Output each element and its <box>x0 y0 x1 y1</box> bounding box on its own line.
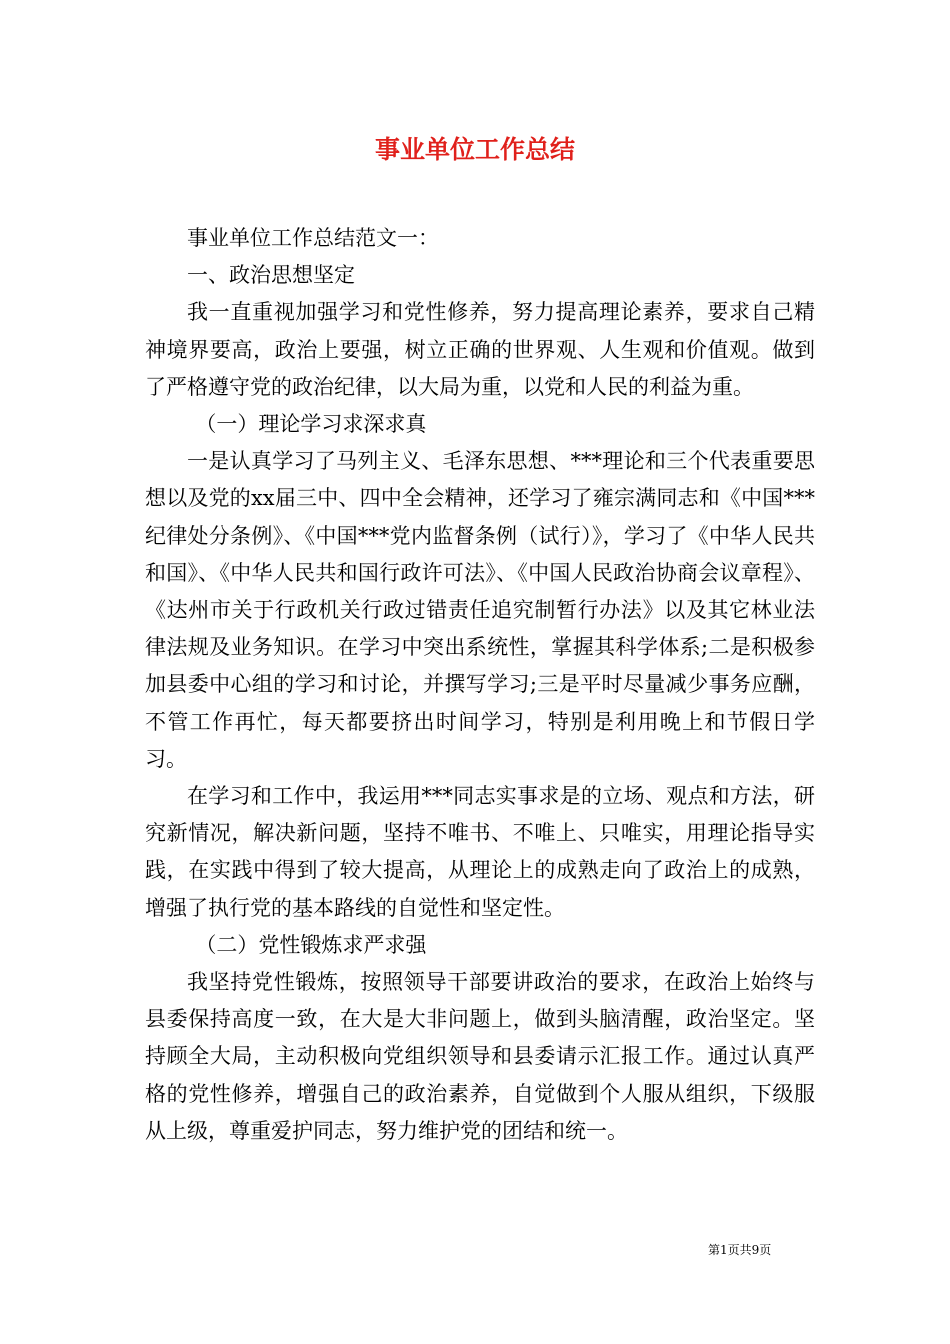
page-title: 事业单位工作总结 <box>374 135 575 164</box>
paragraph: 一是认真学习了马列主义、毛泽东思想、***理论和三个代表重要思想以及党的xx届三中、四中全会精神，还学习了雍宗满同志和《中国***纪律处分条例》、《中国***党内监督条例（试行）》，学习了《中华人民共和国》、《中华人民共和国行政许可法》、《中国人民政治协商会议章程》、《达州市关于行政机关行政过错责任追究制暂行办法》以及其它林业法律法规及业务知识。在学习中突出系统性，掌握其科学体系;二是积极参加县委中心组的学习和讨论，并撰写学习;三是平时尽量减少事务应酬，不管工作再忙，每天都要挤出时间学习，特别是利用晚上和节假日学习。 <box>145 449 815 771</box>
document-body <box>145 220 815 1150</box>
intro-line: 事业单位工作总结范文一： <box>187 226 439 250</box>
section-heading: 一、政治思想坚定 <box>187 263 355 288</box>
paragraph: 在学习和工作中，我运用***同志实事求是的立场、观点和方法，研究新情况，解决新问题，坚持不唯书、不唯上、只唯实，用理论指导实践，在实践中得到了较大提高，从理论上的成熟走向了政治上的成熟，增强了执行党的基本路线的自觉性和坚定性。 <box>145 784 815 920</box>
page-indicator: 第1页共9页 <box>708 1243 772 1257</box>
paragraph: 我一直重视加强学习和党性修养，努力提高理论素养，要求自己精神境界要高，政治上要强，树立正确的世界观、人生观和价值观。做到了严格遵守党的政治纪律，以大局为重，以党和人民的利益为重。 <box>145 300 815 399</box>
subsection-heading: （二）党性锻炼求严求强 <box>195 932 427 957</box>
paragraph: 我坚持党性锻炼，按照领导干部要讲政治的要求，在政治上始终与县委保持高度一致，在大是大非问题上，做到头脑清醒，政治坚定。坚持顾全大局，主动积极向党组织领导和县委请示汇报工作。通过认真严格的党性修养，增强自己的政治素养，自觉做到个人服从组织，下级服从上级，尊重爱护同志，努力维护党的团结和统一。 <box>145 970 815 1143</box>
subsection-heading: （一）理论学习求深求真 <box>195 412 427 437</box>
